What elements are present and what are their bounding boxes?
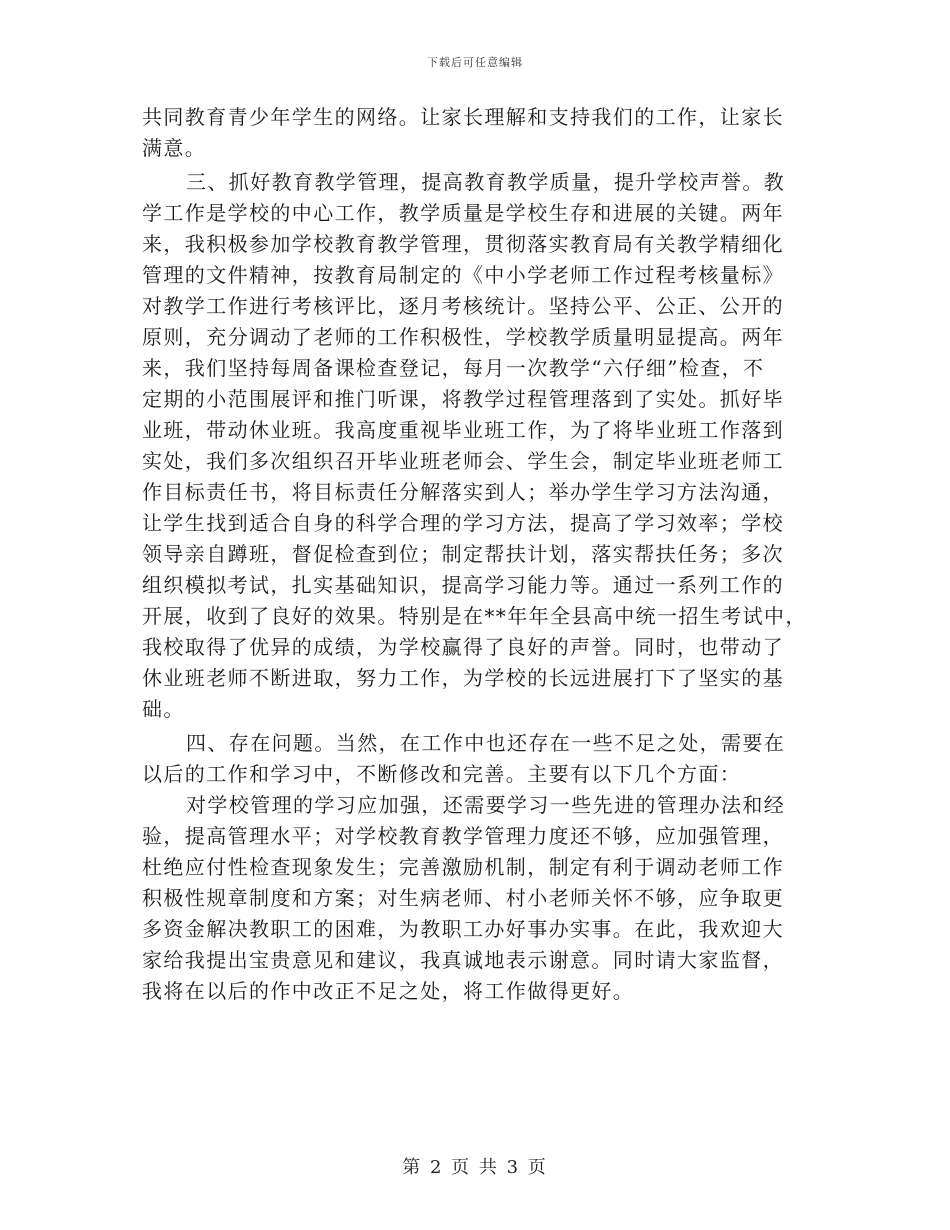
text-line: 休业班老师不断进取，努力工作，为学校的长远进展打下了坚实的基: [142, 666, 784, 690]
text-line: 对教学工作进行考核评比，逐月考核统计。坚持公平、公正、公开的: [142, 294, 784, 318]
text-line: 组织模拟考试，扎实基础知识，提高学习能力等。通过一系列工作的: [142, 573, 784, 597]
document-body: [142, 102, 808, 1007]
text-line: 让学生找到适合自身的科学合理的学习方法，提高了学习效率；学校: [142, 511, 784, 535]
paragraph-start: 三、抓好教育教学管理，提高教育教学质量，提升学校声誉。教: [186, 170, 786, 194]
text-line: 础。: [142, 697, 185, 721]
text-line: 领导亲自蹲班，督促检查到位；制定帮扶计划，落实帮扶任务；多次: [142, 542, 784, 566]
text-line: 我将在以后的作中改正不足之处，将工作做得更好。: [142, 979, 635, 1003]
text-line: 业班，带动休业班。我高度重视毕业班工作，为了将毕业班工作落到: [142, 418, 784, 442]
text-line: 家给我提出宝贵意见和建议，我真诚地表示谢意。同时请大家监督，: [142, 948, 784, 972]
text-line: 以后的工作和学习中，不断修改和完善。主要有以下几个方面：: [142, 762, 742, 786]
text-line: 实处，我们多次组织召开毕业班老师会、学生会，制定毕业班老师工: [142, 449, 784, 473]
text-line: 多资金解决教职工的困难，为教职工办好事办实事。在此，我欢迎大: [142, 917, 784, 941]
text-line: 积极性规章制度和方案；对生病老师、村小老师关怀不够，应争取更: [142, 886, 784, 910]
text-line: 共同教育青少年学生的网络。让家长理解和支持我们的工作，让家长: [142, 105, 784, 129]
paragraph-start: 对学校管理的学习应加强，还需要学习一些先进的管理办法和经: [186, 793, 786, 817]
text-line: 学工作是学校的中心工作，教学质量是学校生存和进展的关键。两年: [142, 201, 784, 225]
text-line: 开展，收到了良好的效果。特别是在**年年全县高中统一招生考试中，: [142, 604, 807, 628]
page-number: 第 2 页 共 3 页: [402, 1157, 548, 1178]
text-line: 管理的文件精神，按教育局制定的《中小学老师工作过程考核量标》: [142, 263, 784, 287]
page-header: 下载后可任意编辑: [427, 56, 523, 69]
text-line: 来，我们坚持每周备课检查登记，每月一次教学“六仔细”检查，不: [142, 356, 765, 380]
text-line: 我校取得了优异的成绩，为学校赢得了良好的声誉。同时，也带动了: [142, 635, 784, 659]
text-line: 来，我积极参加学校教育教学管理，贯彻落实教育局有关教学精细化: [142, 232, 784, 256]
text-line: 杜绝应付性检查现象发生；完善激励机制，制定有利于调动老师工作: [142, 855, 784, 879]
text-line: 验，提高管理水平；对学校教育教学管理力度还不够，应加强管理，: [142, 824, 784, 848]
text-line: 定期的小范围展评和推门听课，将教学过程管理落到了实处。抓好毕: [142, 387, 784, 411]
text-line: 原则，充分调动了老师的工作积极性，学校教学质量明显提高。两年: [142, 325, 784, 349]
paragraph-start: 四、存在问题。当然，在工作中也还存在一些不足之处，需要在: [186, 731, 786, 755]
text-line: 满意。: [142, 136, 207, 160]
text-line: 作目标责任书，将目标责任分解落实到人；举办学生学习方法沟通，: [142, 480, 784, 504]
